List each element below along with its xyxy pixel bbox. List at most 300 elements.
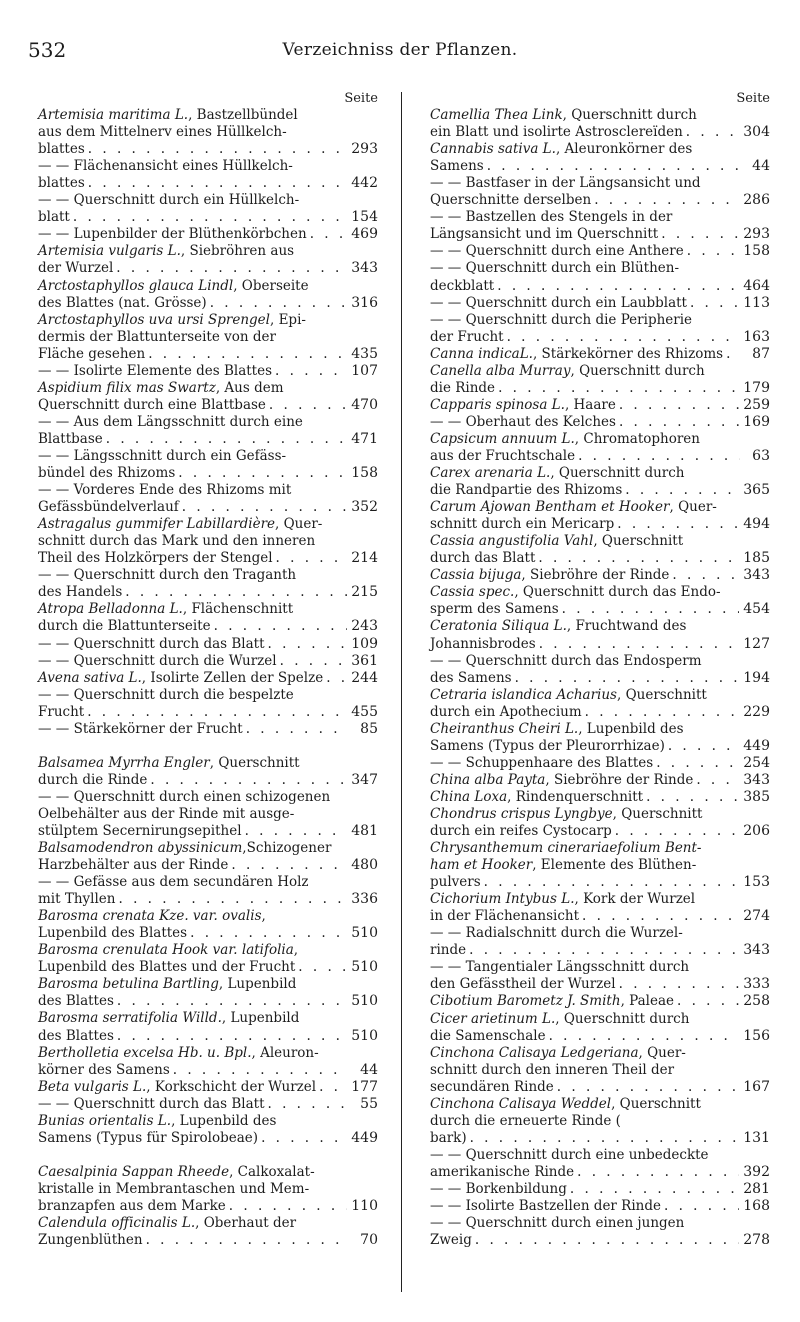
entry-line [430,278,770,295]
entry-description: — — Querschnitt durch das Blatt [38,635,265,652]
dot-leader [173,1062,348,1079]
dot-leader [231,857,347,874]
entry-description: — — Vorderes Ende des Rhizoms mit [38,482,292,499]
entry-description: Längsansicht und im Querschnitt [430,226,659,243]
dot-leader [229,1198,347,1215]
entry-text [38,704,84,721]
dot-leader [594,192,739,209]
page-reference: 85 [360,720,378,737]
species-name: Astragalus gummifer Labillardière [38,516,276,533]
seite-label: Seite [344,91,378,106]
entry-line [38,329,378,346]
entry-description: Querschnitt durch eine Blattbase [38,396,266,413]
entry-description: ,Schizogener [242,840,332,857]
dot-leader [578,448,740,465]
page-reference: 336 [351,891,378,908]
entry-description: branzapfen aus dem Marke [38,1197,226,1214]
entry-line [430,1028,770,1045]
entry-line [38,209,378,226]
entry-text [38,1096,265,1113]
index-entry [430,789,770,806]
entry-line [38,312,378,329]
page-reference: 464 [743,277,770,294]
dot-leader [619,414,739,431]
entry-text [430,857,696,874]
entry-line [38,1079,378,1096]
entry-text [38,482,291,499]
page-reference: 510 [351,959,378,976]
entry-line [430,550,770,567]
dot-leader [677,993,739,1010]
index-entry [430,840,770,891]
entry-description: , Elemente des Blüthen- [532,857,697,874]
page-reference: 278 [743,1232,770,1249]
page-reference: 316 [351,294,378,311]
page-reference: 131 [743,1129,770,1146]
entry-description: — — Gefässe aus dem secundären Holz [38,874,309,891]
entry-description: schnitt durch das Mark und den inneren [38,533,316,550]
entry-description: , Lupenbild des [171,1112,277,1129]
entry-description: bark) [430,1129,467,1146]
entry-text [430,908,579,925]
entry-line [38,755,378,772]
entry-line [430,942,770,959]
entry-description: , Siebröhre der Rinde [521,567,670,584]
index-entry [38,192,378,226]
dot-leader [178,465,347,482]
entry-line [430,874,770,891]
page-reference: 435 [351,345,378,362]
index-entry [430,687,770,721]
entry-description: — — Borkenbildung [430,1181,567,1197]
species-name: Barosma serratifolia Willd. [38,1010,222,1027]
entry-line [38,533,378,550]
entry-text [430,1113,621,1130]
index-entry [430,806,770,840]
index-entry [430,243,770,260]
entry-description: den Gefässtheil der Wurzel [430,976,616,993]
entry-line [430,806,770,823]
index-entry [38,1079,378,1096]
dot-leader [557,1079,739,1096]
entry-description: , Querschnitt [593,533,684,550]
index-entry [430,1181,770,1198]
entry-description: — — Querschnitt durch das Endosperm [430,652,702,669]
dot-leader [148,346,347,363]
dot-leader [696,772,739,789]
dot-leader [326,670,347,687]
entry-description: — — Tangentialer Längsschnitt durch [430,959,690,976]
entry-line [430,465,770,482]
dot-leader [117,993,347,1010]
entry-text [38,175,85,192]
index-entry [38,1215,378,1249]
entry-line [38,670,378,687]
entry-text [38,158,293,175]
page-reference: 113 [743,294,770,311]
entry-description: , Querschnitt [209,754,300,771]
entry-text [38,431,103,448]
species-name: Arctostaphyllos glauca Lindl [38,277,234,294]
entry-text [430,772,693,789]
entry-text [430,755,653,772]
dot-leader [498,380,739,397]
entry-description: , Fruchtwand des [566,618,687,635]
page-reference: 293 [351,141,378,158]
index-entry [38,908,378,942]
species-name: Ceratonia Siliqua L. [430,618,567,635]
dot-leader [310,226,348,243]
entry-description: — — Radialschnitt durch die Wurzel- [430,925,683,942]
entry-text [430,687,707,704]
entry-line [38,1198,378,1215]
entry-description: blattes [38,141,85,158]
entry-line [38,192,378,209]
entry-text [38,448,286,465]
index-entry [38,158,378,192]
species-name: Cassia spec. [430,584,515,601]
page-reference: 510 [351,925,378,942]
entry-text [38,260,113,277]
entry-description: Samens (Typus der Pleurorrhizae) [430,737,665,754]
page-reference: 480 [351,857,378,874]
index-entry [38,601,378,635]
page-reference: 510 [351,993,378,1010]
page-reference: 343 [351,260,378,277]
entry-text [38,1028,114,1045]
page-reference: 169 [743,413,770,430]
entry-description: — — Querschnitt durch ein Laubblatt [430,294,687,311]
entry-description: körner des Samens [38,1061,170,1078]
page-reference: 361 [351,652,378,669]
entry-line [38,874,378,891]
entry-description: die Randpartie des Rhizoms [430,482,623,499]
entry-text [430,789,643,806]
entry-description: , Querschnitt [616,686,707,703]
species-name: Balsamea Myrrha Engler [38,754,210,771]
species-name: Bertholletia excelsa Hb. u. Bpl. [38,1044,252,1061]
species-name: Chrysanthemum cinerariaefolium Bent- [430,840,702,857]
species-name: Cichorium Intybus L. [430,891,575,908]
entry-text [38,465,175,482]
entry-line [38,243,378,260]
index-entry [430,1045,770,1096]
index-entry [430,1147,770,1181]
entry-line [38,1113,378,1130]
page-reference: 215 [351,584,378,601]
index-entry [430,925,770,959]
entry-text [38,772,147,789]
entry-description: deckblatt [430,277,495,294]
dot-leader [515,670,740,687]
entry-description: dermis der Blattunterseite von der [38,328,276,345]
entry-description: Blattbase [38,430,103,447]
entry-description: — — Querschnitt durch einen jungen [430,1215,685,1232]
entry-text [38,1079,316,1096]
entry-line [430,823,770,840]
entry-text [430,397,616,414]
index-column-left [38,90,378,1249]
page-reference: 343 [743,771,770,788]
page-reference: 274 [743,908,770,925]
entry-text [38,618,211,635]
entry-text [430,260,679,277]
entry-description: , Isolirte Zellen der Spelze [141,669,324,686]
index-entry [430,653,770,687]
index-entry [38,1164,378,1215]
dot-leader [73,209,347,226]
entry-description: Zungenblüthen [38,1232,143,1249]
entry-text [430,516,614,533]
entry-text [38,209,70,226]
dot-leader [245,823,348,840]
entry-description: des Blattes [38,1027,114,1044]
entry-line [430,1079,770,1096]
entry-description: mit Thyllen [38,891,116,908]
entry-line [38,380,378,397]
dot-leader [298,959,347,976]
page-title: Verzeichniss der Pflanzen. [282,40,518,60]
entry-text [430,840,701,857]
entry-text [430,959,689,976]
page-reference: 442 [351,175,378,192]
entry-text [38,329,276,346]
index-entry [430,431,770,465]
species-name: Beta vulgaris L. [38,1078,147,1095]
dot-leader [268,636,348,653]
entry-line [38,653,378,670]
entry-text [430,175,701,192]
entry-line [38,959,378,976]
dot-leader [656,755,739,772]
entry-text [38,380,284,397]
dot-leader [672,567,739,584]
page-reference: 63 [752,447,770,464]
page-reference: 107 [351,362,378,379]
entry-description: , Siebröhre der Rinde [545,771,694,788]
entry-description: , Querschnitt durch [562,107,697,124]
entry-line [38,226,378,243]
index-entry [38,976,378,1010]
entry-description: — — Lupenbilder der Blüthenkörbchen [38,226,307,243]
index-entry [430,260,770,294]
entry-text [38,295,207,312]
entry-text [38,278,309,295]
dot-leader [617,516,739,533]
dot-leader [726,346,740,363]
species-name: Barosma crenulata Hook var. latifolia [38,942,294,959]
species-name: Barosma crenata Kze. var. ovalis [38,908,262,925]
entry-text [38,755,300,772]
entry-line [430,260,770,277]
entry-line [38,772,378,789]
dot-leader [539,636,740,653]
entry-text [430,1198,661,1215]
entry-line [38,976,378,993]
entry-description: , Oberhaut der [195,1215,297,1231]
entry-description: , Stärkekörner des Rhizoms [532,345,724,362]
index-entry [430,295,770,312]
dot-leader [125,584,347,601]
dot-leader [146,1232,348,1249]
species-name: Aspidium filix mas Swartz [38,379,216,396]
index-entry [430,141,770,175]
dot-leader [562,601,740,618]
entry-line [38,840,378,857]
page-number: 532 [28,38,67,62]
entry-description: Theil des Holzkörpers der Stengel [38,550,273,567]
entry-line [430,993,770,1010]
entry-description: , [293,942,299,959]
entry-text [430,363,705,380]
entry-line [430,584,770,601]
index-entry [430,618,770,652]
entry-text [430,465,685,482]
entry-text [430,533,683,550]
entry-text [38,993,114,1010]
entry-line [38,636,378,653]
page-reference: 470 [351,396,378,413]
entry-text [430,738,665,755]
species-name: China alba Payta [430,771,546,788]
entry-text [38,567,296,584]
entry-line [430,755,770,772]
entry-description: — — Längsschnitt durch ein Gefäss- [38,447,287,464]
index-entry [38,942,378,976]
entry-line [430,414,770,431]
entry-line [430,687,770,704]
page-reference: 333 [743,976,770,993]
index-entry [430,533,770,567]
entry-line [38,295,378,312]
entry-text [38,516,322,533]
index-entry [430,755,770,772]
species-name: Carex arenaria L. [430,465,551,482]
entry-text [430,431,700,448]
entry-description: — — Oberhaut des Kelches [430,413,616,430]
species-name: Cannabis sativa L. [430,141,556,158]
entry-text [38,1113,276,1130]
entry-description: Gefässbündelverlauf [38,499,179,516]
entry-line [38,1096,378,1113]
entry-text [430,329,504,346]
entry-text [38,312,306,329]
entry-description: , Epi- [270,311,306,328]
entry-description: , Paleae [620,993,675,1010]
index-entry [38,687,378,721]
entry-description: rinde [430,942,467,959]
entry-line [38,823,378,840]
page-reference: 158 [351,465,378,482]
dot-leader [246,721,348,738]
entry-line [430,397,770,414]
entry-description: , Lupenbild [221,1010,300,1027]
entry-text [430,1130,467,1147]
entry-text [38,636,265,653]
dot-leader [319,1079,347,1096]
entry-line [430,704,770,721]
entry-description: — — Bastzellen des Stengels in der [430,209,673,226]
index-entry [38,567,378,601]
index-entry [38,226,378,243]
entry-text [430,550,535,567]
page-reference: 153 [743,874,770,891]
dot-leader [549,1028,740,1045]
entry-description: secundären Rinde [430,1078,554,1095]
entry-description: , Aus dem [215,379,284,396]
page-reference: 214 [351,550,378,567]
index-entry [430,993,770,1010]
entry-description: — — Stärkekörner der Frucht [38,720,243,737]
dot-leader [475,1232,739,1249]
page-reference: 229 [743,703,770,720]
entry-description: , Querschnitt durch das Endo- [514,584,721,601]
species-name: Barosma betulina Bartling [38,976,219,993]
entry-text [38,840,331,857]
entry-line [430,1045,770,1062]
entry-text [430,942,466,959]
species-name: Caesalpinia Sappan Rheede [38,1163,230,1180]
entry-line [430,772,770,789]
species-name: China Loxa [430,788,508,805]
entry-line [38,414,378,431]
page-reference: 385 [743,788,770,805]
entry-text [430,1045,686,1062]
index-entry [430,414,770,431]
entry-text [38,687,294,704]
dot-leader [116,260,347,277]
entry-line [430,959,770,976]
column-divider [401,92,402,1292]
page-reference: 158 [743,243,770,260]
index-entry [430,1215,770,1249]
entry-text [430,1096,701,1113]
entry-text [430,993,674,1010]
entry-description: , Flächenschnitt [182,601,294,618]
entry-line [38,1045,378,1062]
page-reference: 494 [743,516,770,533]
entry-description: , Aleuron- [251,1044,319,1061]
entry-line [38,260,378,277]
entry-description: — — Bastfaser in der Längsansicht und [430,175,701,192]
entry-text [38,1010,299,1027]
index-entry [430,209,770,243]
page-reference: 286 [743,192,770,209]
entry-text [430,976,616,993]
entry-description: durch die Rinde [38,771,148,788]
dot-leader [625,482,739,499]
entry-line [38,1062,378,1079]
entry-text [38,908,266,925]
entry-line [38,857,378,874]
index-entry [38,312,378,363]
index-entry [430,107,770,141]
entry-line [430,380,770,397]
entry-line [430,1147,770,1164]
dot-leader [268,1096,348,1113]
entry-description: — — Isolirte Elemente des Blattes [38,362,273,379]
entry-description: , Siebröhren aus [180,243,295,260]
page-reference: 343 [743,942,770,959]
entry-line [38,431,378,448]
index-entry [38,482,378,516]
entry-description: — — Querschnitt durch die bespelzte [38,686,294,703]
page-reference: 70 [360,1232,378,1249]
entry-description: , Oberseite [233,277,309,294]
page-reference: 449 [351,1129,378,1146]
entry-line [430,721,770,738]
index-entry [430,891,770,925]
